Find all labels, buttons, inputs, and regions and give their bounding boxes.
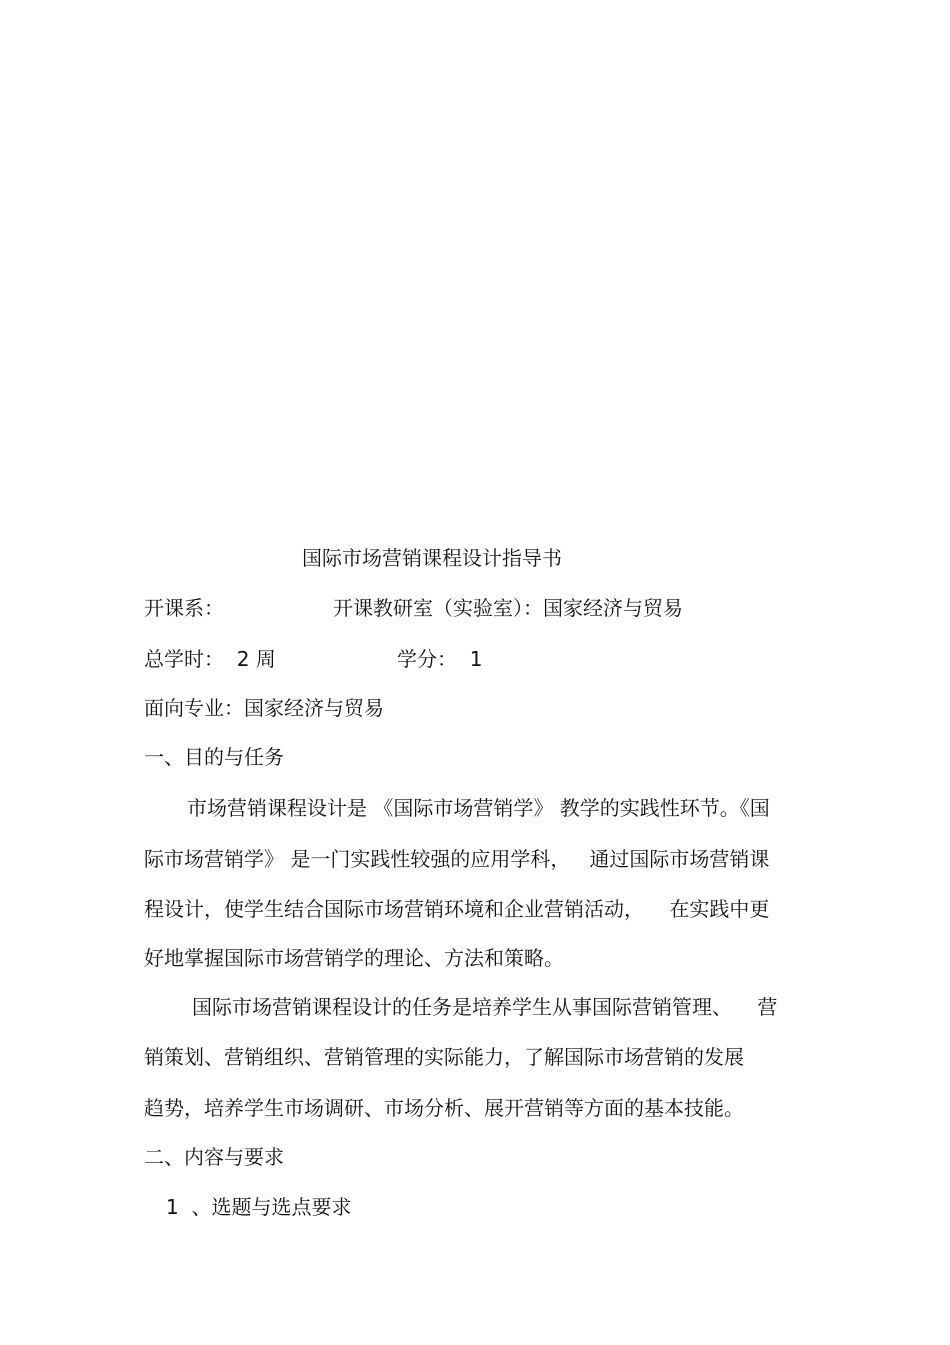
paragraph-line: 好地掌握国际市场营销学的理论、方法和策略。	[144, 946, 564, 970]
paragraph-line: 际市场营销学》 是一门实践性较强的应用学科， 通过国际市场营销课	[144, 847, 770, 871]
total-hours: 总学时： 2 周	[144, 647, 276, 671]
section-heading-purpose: 一、目的与任务	[144, 745, 284, 769]
credits: 学分： 1	[397, 647, 483, 671]
paragraph-line: 趋势，培养学生市场调研、市场分析、展开营销等方面的基本技能。	[144, 1096, 744, 1120]
subsection-heading: 1 、选题与选点要求	[166, 1195, 352, 1219]
document-title: 国际市场营销课程设计指导书	[302, 546, 562, 570]
department-label: 开课系：	[144, 596, 224, 620]
target-major: 面向专业：国家经济与贸易	[144, 696, 384, 720]
teaching-office: 开课教研室（实验室）：国家经济与贸易	[333, 596, 683, 620]
paragraph-line: 销策划、营销组织、营销管理的实际能力，了解国际市场营销的发展	[144, 1045, 744, 1069]
paragraph-line: 国际市场营销课程设计的任务是培养学生从事国际营销管理、 营	[192, 995, 778, 1019]
paragraph-line: 市场营销课程设计是 《国际市场营销学》 教学的实践性环节。《国	[187, 796, 770, 820]
section-heading-content: 二、内容与要求	[144, 1145, 284, 1169]
paragraph-line: 程设计，使学生结合国际市场营销环境和企业营销活动， 在实践中更	[144, 897, 770, 921]
